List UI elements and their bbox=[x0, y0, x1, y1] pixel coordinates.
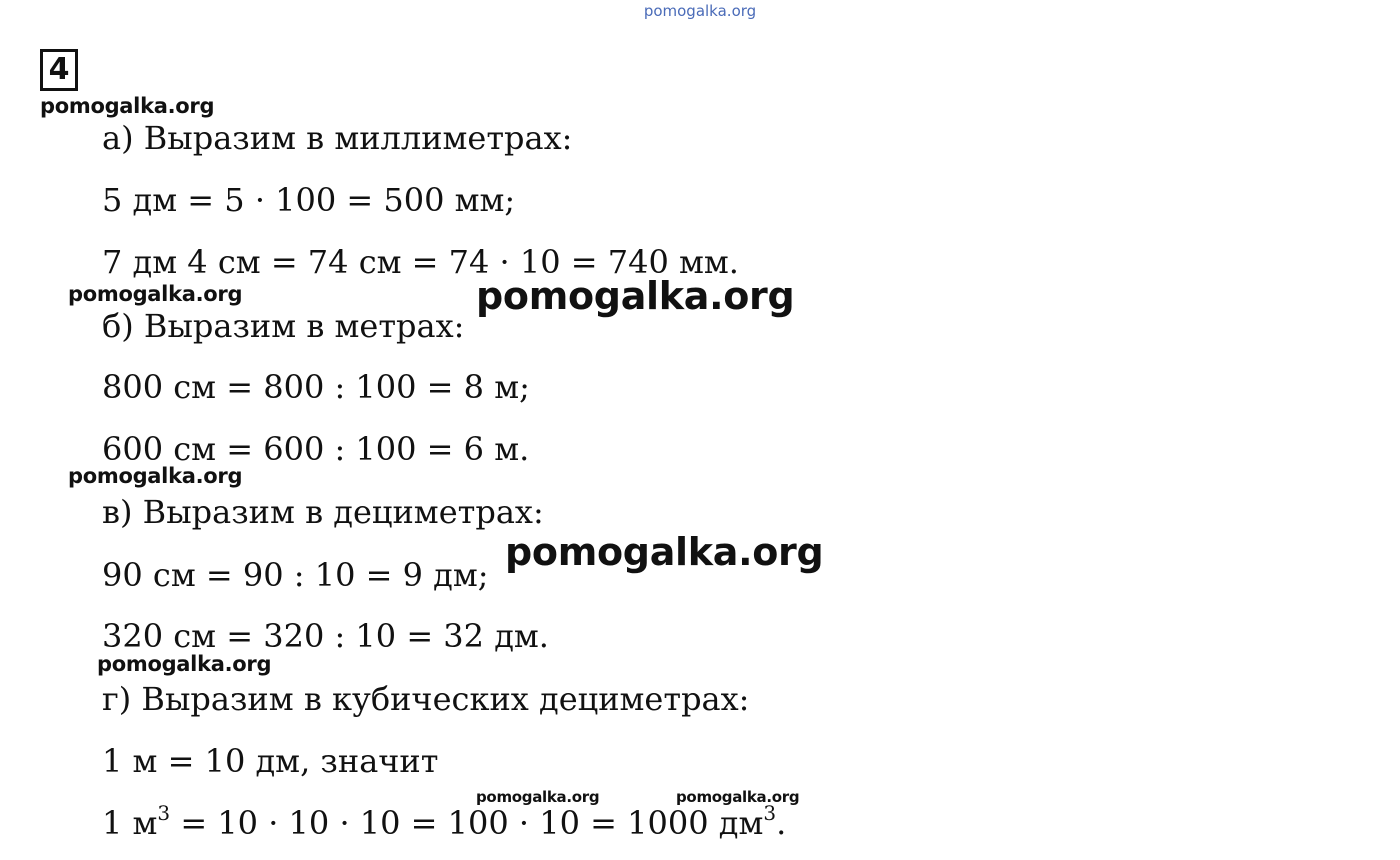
section-c-line-1: 90 см = 90 : 10 = 9 дм; bbox=[102, 556, 489, 594]
exponent: 3 bbox=[763, 801, 777, 825]
section-a-line-1: 5 дм = 5 · 100 = 500 мм; bbox=[102, 181, 516, 219]
section-d-line-2 bbox=[102, 803, 786, 843]
watermark-text: pomogalka.org bbox=[40, 94, 215, 118]
section-d-line-1: 1 м = 10 дм, значит bbox=[102, 742, 439, 780]
watermark-text-large: pomogalka.org bbox=[476, 274, 795, 318]
exponent: 3 bbox=[157, 801, 171, 825]
section-b-line-2: 600 см = 600 : 100 = 6 м. bbox=[102, 430, 530, 468]
watermark-text: pomogalka.org bbox=[68, 282, 243, 306]
watermark-text: pomogalka.org bbox=[68, 464, 243, 488]
site-watermark-top: pomogalka.org bbox=[643, 2, 757, 20]
watermark-text-small: pomogalka.org bbox=[676, 788, 800, 806]
watermark-text-small: pomogalka.org bbox=[476, 788, 600, 806]
section-c-line-2: 320 см = 320 : 10 = 32 дм. bbox=[102, 617, 549, 655]
section-b-line-1: 800 см = 800 : 100 = 8 м; bbox=[102, 368, 530, 406]
section-c-heading: в) Выразим в дециметрах: bbox=[102, 493, 544, 531]
section-a-line-2: 7 дм 4 см = 74 см = 74 · 10 = 740 мм. bbox=[102, 243, 739, 281]
task-number-box: 4 bbox=[40, 49, 78, 91]
formula-part: 1 м bbox=[102, 804, 158, 842]
section-a-heading: а) Выразим в миллиметрах: bbox=[102, 119, 573, 157]
section-b-heading: б) Выразим в метрах: bbox=[102, 307, 465, 345]
watermark-text-large: pomogalka.org bbox=[505, 530, 824, 574]
section-d-heading: г) Выразим в кубических дециметрах: bbox=[102, 680, 750, 718]
formula-part: = 10 · 10 · 10 = 100 · 10 = 1000 дм bbox=[170, 804, 764, 842]
formula-end: . bbox=[776, 804, 787, 842]
watermark-text: pomogalka.org bbox=[97, 652, 272, 676]
